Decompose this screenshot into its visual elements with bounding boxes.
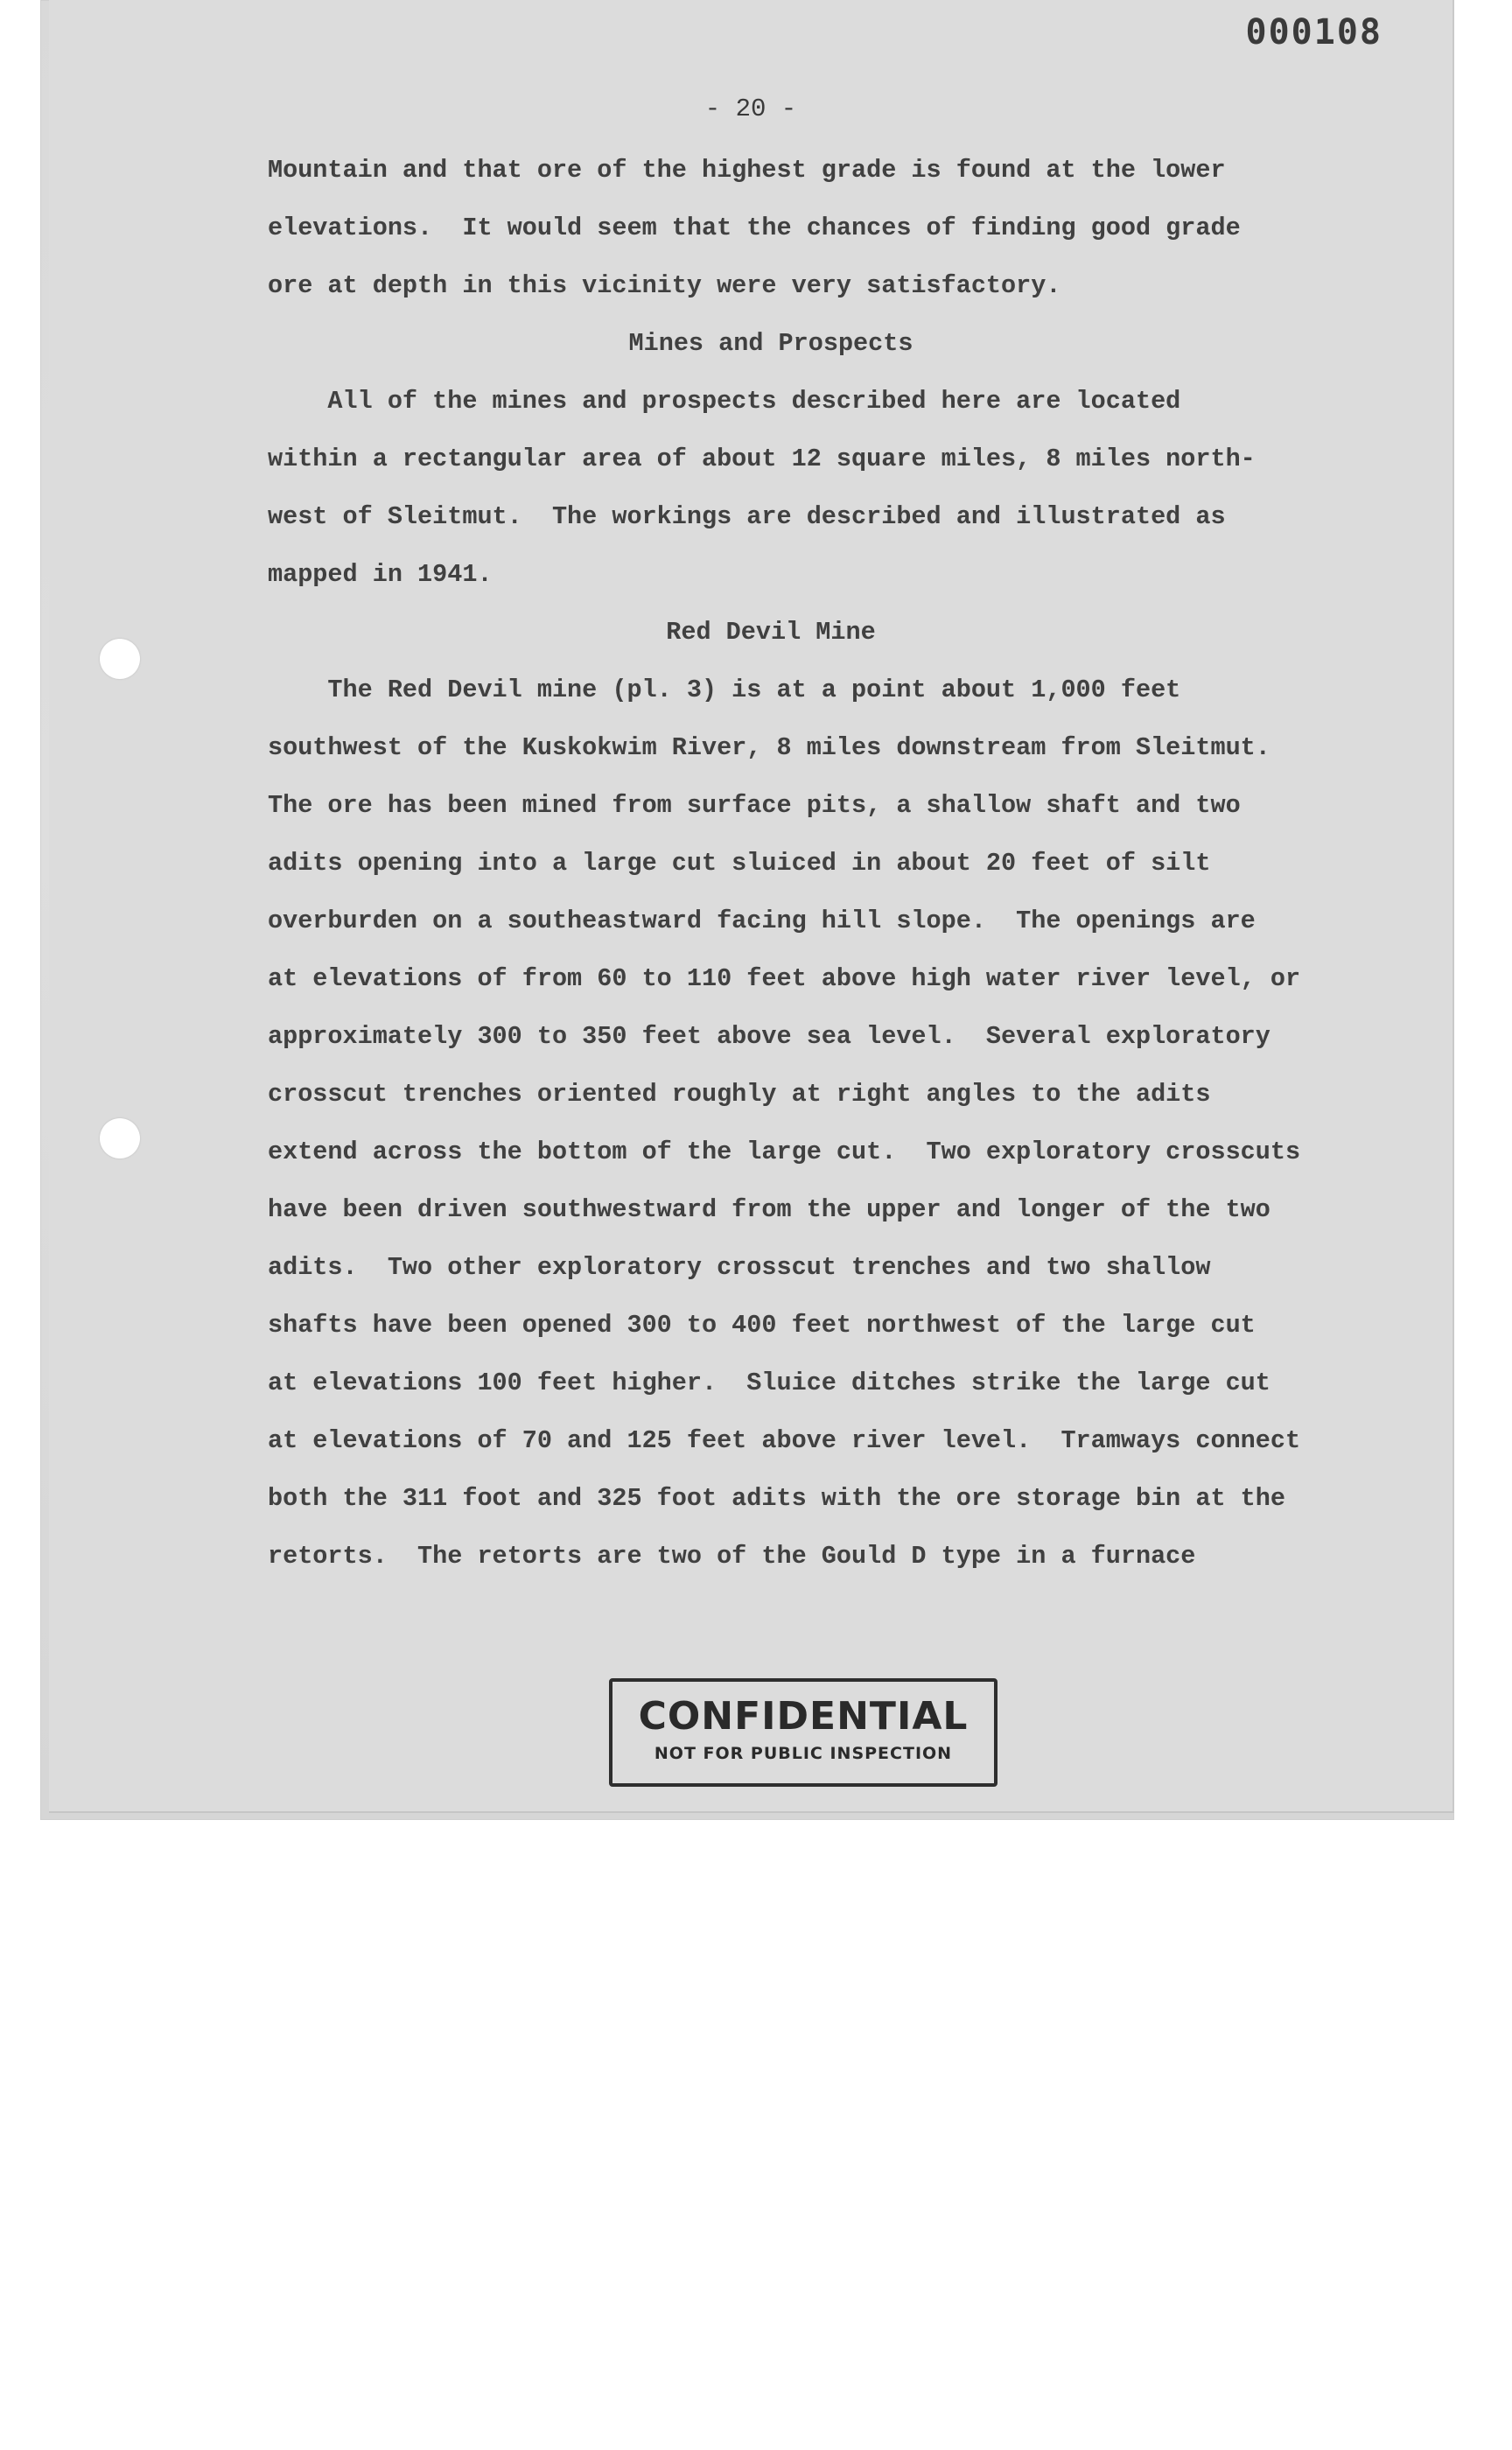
- text-line: at elevations of from 60 to 110 feet above high water river level, or: [268, 964, 1301, 993]
- stamp-title: CONFIDENTIAL: [638, 1694, 969, 1739]
- stamp-subtitle: NOT FOR PUBLIC INSPECTION: [654, 1744, 953, 1763]
- intro-paragraph: [268, 142, 1301, 1586]
- text-line: mapped in 1941.: [268, 560, 493, 589]
- section-heading-mines-and-prospects: Mines and Prospects: [628, 329, 914, 358]
- page-number: - 20 -: [704, 94, 797, 123]
- text-line: approximately 300 to 350 feet above sea level. Several exploratory: [268, 1022, 1270, 1051]
- text-line: shafts have been opened 300 to 400 feet northwest of the large cut: [268, 1311, 1256, 1340]
- text-line: All of the mines and prospects described here are located: [268, 387, 1181, 416]
- text-line: extend across the bottom of the large cut. Two exploratory crosscuts: [268, 1138, 1301, 1166]
- scanned-page-background: [40, 0, 1454, 1820]
- text-line: overburden on a southeastward facing hill slope. The openings are: [268, 906, 1256, 935]
- section-heading-red-devil-mine: Red Devil Mine: [666, 618, 876, 647]
- text-line: adits. Two other exploratory crosscut trenches and two shallow: [268, 1253, 1211, 1282]
- text-line: The ore has been mined from surface pits, a shallow shaft and two: [268, 791, 1241, 820]
- text-line: adits opening into a large cut sluiced in about 20 feet of silt: [268, 849, 1211, 878]
- text-line: retorts. The retorts are two of the Gould D type in a furnace: [268, 1542, 1196, 1571]
- confidential-stamp: [609, 1678, 998, 1787]
- text-line: elevations. It would seem that the chances of finding good grade: [268, 214, 1241, 242]
- text-line: have been driven southwestward from the upper and longer of the two: [268, 1195, 1270, 1224]
- document-number: 000108: [1245, 12, 1382, 52]
- text-line: Mountain and that ore of the highest grade is found at the lower: [268, 156, 1226, 185]
- punch-hole: [100, 1118, 140, 1158]
- text-line: The Red Devil mine (pl. 3) is at a point about 1,000 feet: [268, 676, 1181, 704]
- text-line: southwest of the Kuskokwim River, 8 miles downstream from Sleitmut.: [268, 733, 1270, 762]
- document-page: [49, 0, 1454, 1813]
- text-line: ore at depth in this vicinity were very satisfactory.: [268, 271, 1061, 300]
- text-line: at elevations of 70 and 125 feet above river level. Tramways connect: [268, 1426, 1301, 1455]
- punch-hole: [100, 639, 140, 679]
- text-line: at elevations 100 feet higher. Sluice ditches strike the large cut: [268, 1368, 1270, 1397]
- text-line: both the 311 foot and 325 foot adits with the ore storage bin at the: [268, 1484, 1285, 1513]
- text-line: crosscut trenches oriented roughly at right angles to the adits: [268, 1080, 1211, 1109]
- text-line: west of Sleitmut. The workings are described and illustrated as: [268, 502, 1226, 531]
- text-line: within a rectangular area of about 12 square miles, 8 miles north-: [268, 444, 1256, 473]
